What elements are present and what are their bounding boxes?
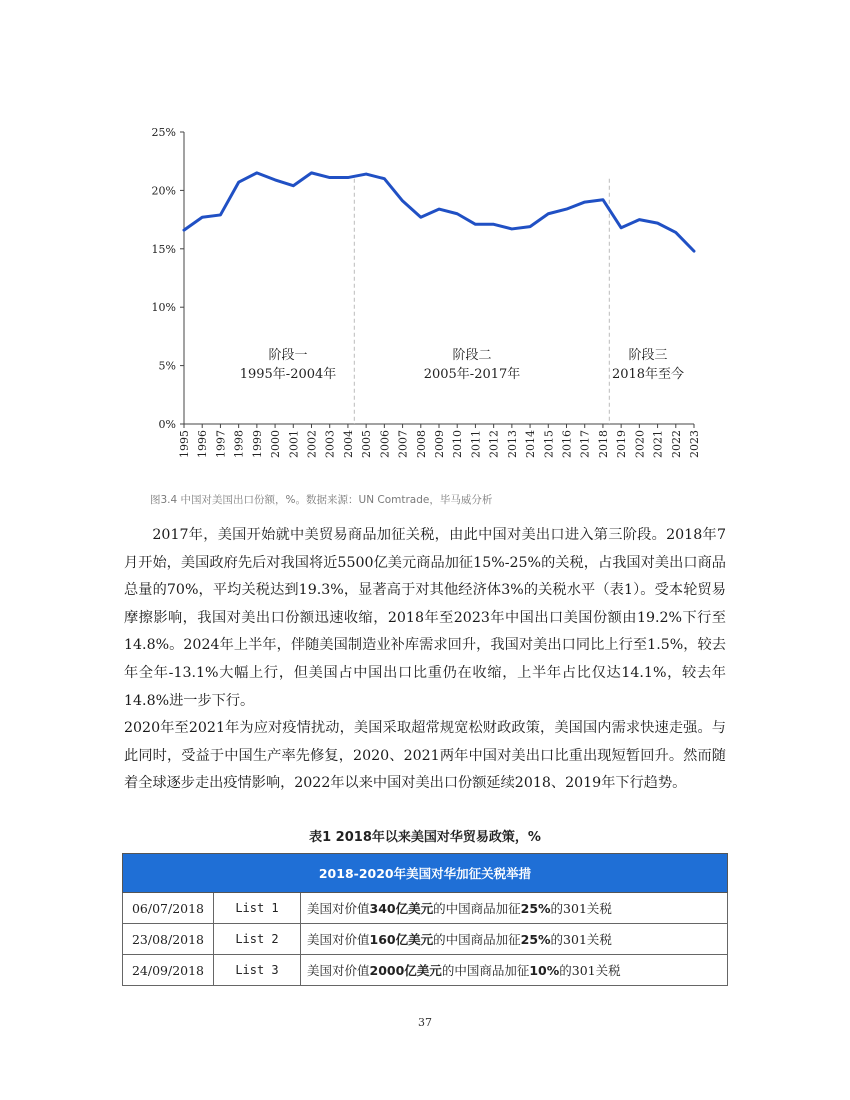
x-tick-label: 2016 — [560, 430, 574, 458]
x-tick-label: 2013 — [505, 430, 519, 458]
table-row — [123, 893, 728, 924]
x-tick-label: 2015 — [542, 430, 556, 458]
x-tick-label: 2007 — [396, 430, 410, 458]
stage-dividers — [354, 179, 609, 424]
y-tick-label: 15% — [151, 242, 176, 256]
x-tick-label: 1995 — [178, 430, 191, 458]
stage-range: 2005年-2017年 — [423, 367, 521, 382]
x-tick-label: 2001 — [287, 430, 301, 458]
x-tick-label: 2006 — [378, 430, 392, 458]
x-axis-ticks — [178, 424, 701, 458]
x-tick-label: 2014 — [524, 430, 538, 458]
y-axis-ticks — [152, 126, 184, 431]
tariff-policy-table — [122, 853, 728, 986]
x-tick-label: 2018 — [596, 430, 610, 458]
x-tick-label: 2017 — [578, 430, 592, 458]
y-tick-label: 25% — [151, 126, 176, 139]
table-title: 表1 2018年以来美国对华贸易政策，% — [309, 830, 541, 845]
x-tick-label: 2021 — [651, 430, 665, 458]
x-tick-label: 2023 — [688, 430, 701, 458]
x-tick-label: 2020 — [633, 430, 647, 458]
x-tick-label: 2002 — [305, 430, 319, 458]
page-number: 37 — [418, 1016, 432, 1029]
table-row — [123, 955, 728, 986]
y-tick-label: 0% — [158, 418, 176, 431]
export-share-line-chart — [0, 0, 850, 480]
x-tick-label: 2022 — [669, 430, 683, 458]
series-line-path — [184, 173, 694, 251]
x-tick-label: 1996 — [196, 430, 210, 458]
stage-name: 阶段二 — [452, 348, 492, 363]
row-date: 24/09/2018 — [123, 955, 214, 986]
table-header-row — [123, 854, 728, 893]
x-tick-label: 2004 — [341, 430, 355, 458]
x-tick-label: 1998 — [232, 430, 246, 458]
stage-name: 阶段一 — [268, 348, 308, 363]
x-tick-label: 2011 — [469, 430, 483, 458]
row-date: 06/07/2018 — [123, 893, 214, 924]
y-tick-label: 10% — [151, 301, 176, 315]
figure-caption: 图3.4 中国对美国出口份额，%。数据来源：UN Comtrade，毕马威分析 — [150, 494, 493, 506]
x-tick-label: 2005 — [360, 430, 374, 458]
paragraph-2: 2020年至2021年为应对疫情扰动，美国采取超常规宽松财政政策，美国国内需求快速走强。与此同时，受益于中国生产率先修复，2020、2021两年中国对美出口比重出现短暂回升。然而随着全球逐步走出疫情影响，2022年以来中国对美出口份额延续2018、2019年下行趋势。 — [124, 720, 726, 792]
series-line — [184, 173, 694, 251]
paragraph-1: 2017年，美国开始就中美贸易商品加征关税，由此中国对美出口进入第三阶段。2018年7月开始，美国政府先后对我国将近5500亿美元商品加征15%-25%的关税，占我国对美出口商品总量的70%，平均关税达到19.3%，显著高于对其他经济体3%的关税水平（表1）。受本轮贸易摩擦影响，我国对美出口份额迅速收缩，2018年至2023年中国出口美国份额由19.2%下行至14.8%。2024年上半年，伴随美国制造业补库需求回升，我国对美出口同比上行至1.5%，较去年全年-13.1%大幅上行，但美国占中国出口比重仍在收缩，上半年占比仅达14.1%，较去年14.8%进一步下行。 — [124, 527, 726, 709]
x-tick-label: 1997 — [214, 430, 228, 458]
x-tick-label: 2019 — [615, 430, 629, 458]
body-text — [124, 522, 726, 798]
row-list: List 3 — [214, 955, 301, 986]
stage-name: 阶段三 — [628, 348, 668, 363]
table-header: 2018-2020年美国对华加征关税举措 — [123, 854, 728, 893]
x-tick-label: 2010 — [451, 430, 465, 458]
y-tick-label: 20% — [151, 184, 176, 198]
stage-labels — [240, 348, 684, 382]
row-date: 23/08/2018 — [123, 924, 214, 955]
table-row — [123, 924, 728, 955]
x-tick-label: 2000 — [269, 430, 283, 458]
row-list: List 2 — [214, 924, 301, 955]
row-description: 美国对价值2000亿美元的中国商品加征10%的301关税 — [301, 955, 728, 986]
x-tick-label: 2008 — [414, 430, 428, 458]
stage-range: 2018年至今 — [611, 367, 685, 382]
stage-range: 1995年-2004年 — [239, 367, 337, 382]
row-description: 美国对价值340亿美元的中国商品加征25%的301关税 — [301, 893, 728, 924]
x-tick-label: 2003 — [323, 430, 337, 458]
row-list: List 1 — [214, 893, 301, 924]
x-tick-label: 1999 — [250, 430, 264, 458]
row-description: 美国对价值160亿美元的中国商品加征25%的301关税 — [301, 924, 728, 955]
y-tick-label: 5% — [158, 359, 176, 373]
x-tick-label: 2009 — [433, 430, 446, 458]
x-tick-label: 2012 — [487, 430, 501, 458]
